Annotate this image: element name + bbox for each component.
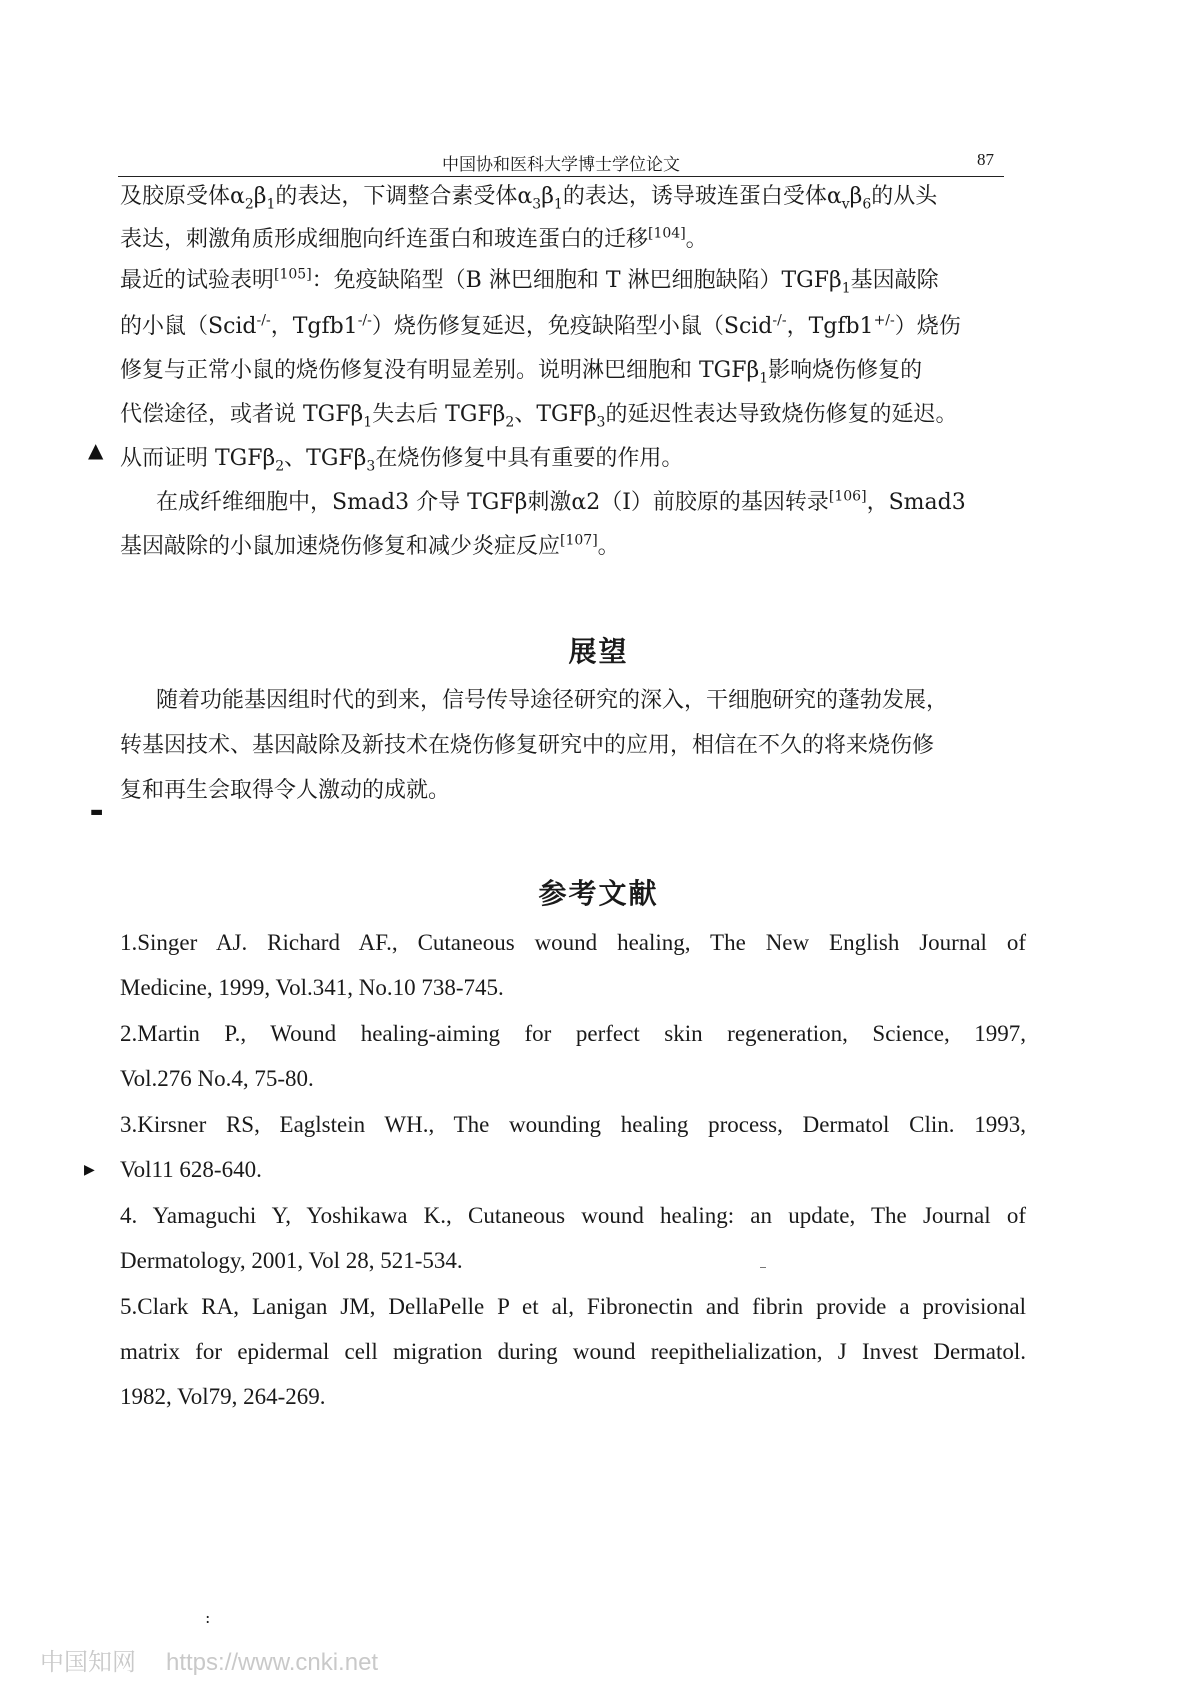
scan-mark: ▶ <box>84 1162 95 1178</box>
scan-mark: ▬ <box>90 804 104 820</box>
reference-5-line3: 1982, Vol79, 264-269. <box>120 1384 326 1409</box>
reference-3-line1: 3.Kirsner RS, Eaglstein WH., The wounding healing process, Dermatol Clin. 1993, <box>120 1112 1026 1137</box>
para1-line2: 表达，刺激角质形成细胞向纤连蛋白和玻连蛋白的迁移[104]。 <box>120 225 708 252</box>
header-title: 中国协和医科大学博士学位论文 <box>442 155 680 175</box>
cnki-url: https://www.cnki.net <box>166 1649 379 1676</box>
reference-4-line2: Dermatology, 2001, Vol 28, 521-534. <box>120 1248 463 1273</box>
para2-line4: 代偿途径，或者说 TGFβ$_1$失去后 TGFβ$_2$、TGFβ$_3$的延迟性表达导致烧伤修复的延迟。 <box>120 402 958 431</box>
references-heading: 参考文献 <box>538 877 659 910</box>
reference-1-line1: 1.Singer AJ. Richard AF., Cutaneous wound healing, The New English Journal of <box>120 930 1026 955</box>
reference-4-line1: 4. Yamaguchi Y, Yoshikawa K., Cutaneous wound healing: an update, The Journal of <box>120 1203 1026 1228</box>
reference-1-line2: Medicine, 1999, Vol.341, No.10 738-745. <box>120 975 504 1000</box>
outlook-line1: 随着功能基因组时代的到来，信号传导途径研究的深入，干细胞研究的蓬勃发展， <box>156 688 949 713</box>
para2-line5: 从而证明 TGFβ$_2$、TGFβ$_3$在烧伤修复中具有重要的作用。 <box>120 446 684 475</box>
scan-dots: : <box>205 1608 211 1627</box>
reference-2-line2: Vol.276 No.4, 75-80. <box>120 1066 314 1091</box>
para1-line1: 及胶原受体$\alpha_2\beta_1$的表达，下调整合素受体$\alpha_3\beta_1$的表达，诱导玻连蛋白受体$\alpha_v\beta_6$的从头 <box>120 184 938 213</box>
scan-mark: ▲ <box>88 438 104 462</box>
reference-3-line2: Vol11 628-640. <box>120 1157 262 1182</box>
para3-line1: 在成纤维细胞中，Smad3 介导 TGFβ刺激α2（I）前胶原的基因转录[106]，Smad3 <box>156 488 966 515</box>
outlook-line3: 复和再生会取得令人激动的成就。 <box>120 778 451 803</box>
running-header <box>118 150 1004 177</box>
para2-line2: 的小鼠（Scid-/-，Tgfb1-/-）烧伤修复延迟，免疫缺陷型小鼠（Scid-/-，Tgfb1+/-）烧伤 <box>120 312 961 339</box>
para2-line3: 修复与正常小鼠的烧伤修复没有明显差别。说明淋巴细胞和 TGFβ$_1$影响烧伤修复的 <box>120 358 923 387</box>
cnki-logo: 中国知网 <box>40 1648 136 1676</box>
scan-tick <box>760 1267 766 1268</box>
cnki-watermark <box>40 1642 378 1677</box>
reference-5-line2: matrix for epidermal cell migration during wound reepithelialization, J Invest Dermatol. <box>120 1339 1026 1364</box>
para2-line1: 最近的试验表明[105]：免疫缺陷型（B 淋巴细胞和 T 淋巴细胞缺陷）TGFβ$_1$基因敲除 <box>120 266 939 297</box>
outlook-line2: 转基因技术、基因敲除及新技术在烧伤修复研究中的应用，相信在不久的将来烧伤修 <box>120 733 935 758</box>
reference-5-line1: 5.Clark RA, Lanigan JM, DellaPelle P et al, Fibronectin and fibrin provide a provisional <box>120 1294 1026 1319</box>
para3-line2: 基因敲除的小鼠加速烧伤修复和减少炎症反应[107]。 <box>120 532 620 559</box>
reference-2-line1: 2.Martin P., Wound healing-aiming for perfect skin regeneration, Science, 1997, <box>120 1021 1026 1046</box>
page-number: 87 <box>977 150 994 169</box>
outlook-heading: 展望 <box>568 635 629 668</box>
